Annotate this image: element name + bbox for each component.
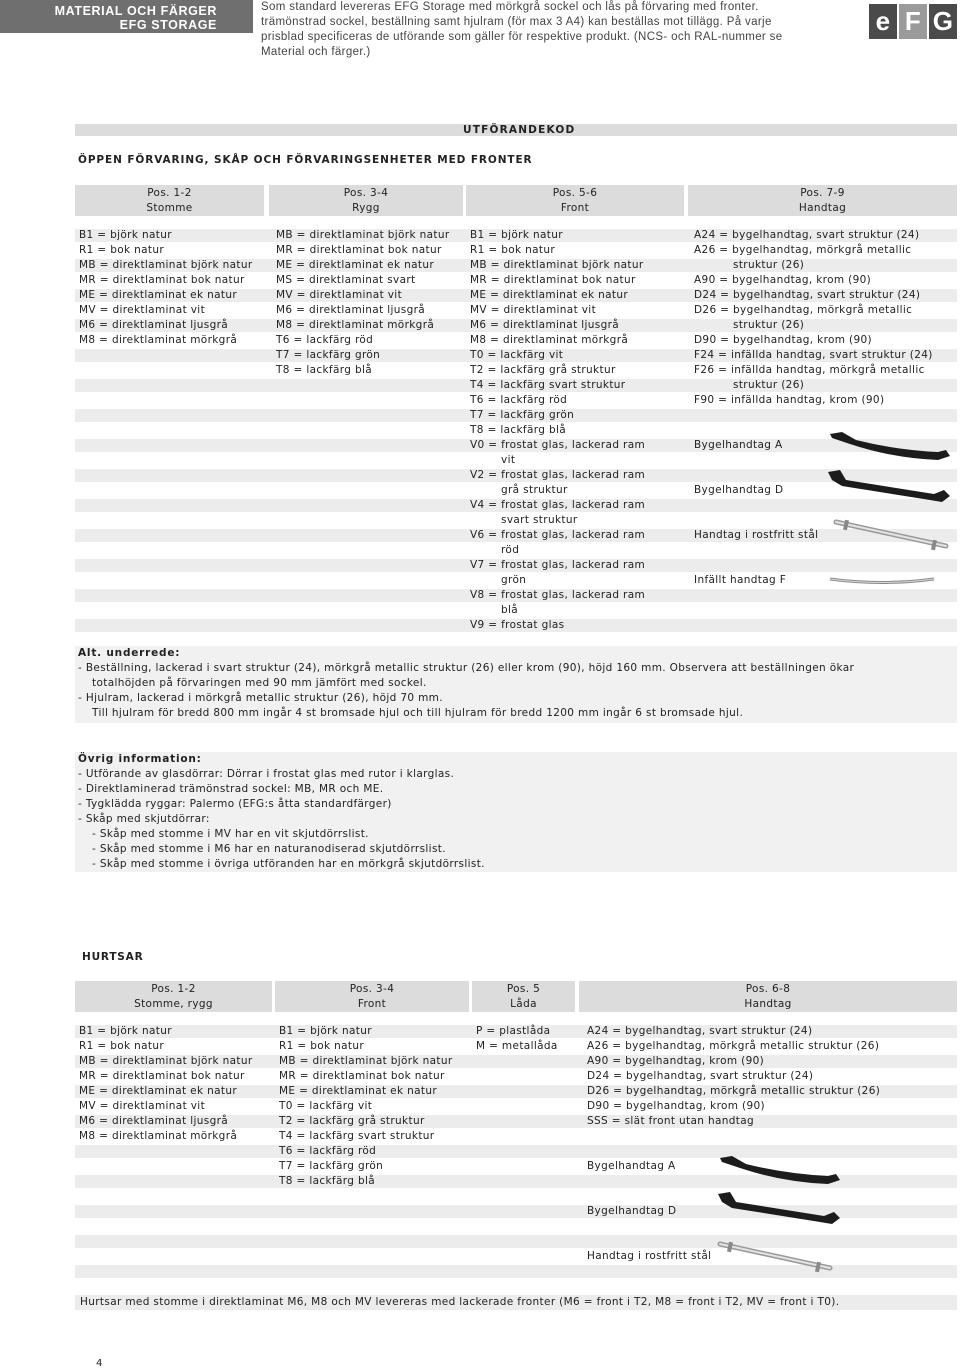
header-title-line1: MATERIAL OCH FÄRGER	[54, 4, 217, 18]
list-item-continuation: grön	[501, 574, 527, 586]
handle-label-bygel-d: Bygelhandtag D	[587, 1205, 677, 1217]
note-line: - Beställning, lackerad i svart struktur (24), mörkgrå metallic struktur (26) eller krom (90), höjd 160 mm. Observera att beställningen ökar	[78, 662, 855, 674]
handle-label-infallt-f: Infällt handtag F	[694, 574, 787, 586]
bygelhandtag-a-image	[716, 1152, 844, 1186]
list-item: A26 = bygelhandtag, mörkgrå metallic	[694, 244, 912, 256]
header-title-line2: EFG STORAGE	[119, 18, 217, 32]
list-item: D24 = bygelhandtag, svart struktur (24)	[694, 289, 921, 301]
list-item: MR = direktlaminat bok natur	[79, 274, 245, 286]
column-pos: Pos. 3-4	[349, 983, 395, 995]
column-name: Handtag	[798, 202, 847, 214]
list-item: MR = direktlaminat bok natur	[470, 274, 636, 286]
section-title-hurtsar: HURTSAR	[82, 951, 144, 963]
list-item: MV = direktlaminat vit	[276, 289, 403, 301]
list-item: M = metallåda	[476, 1040, 558, 1052]
column-name: Stomme, rygg	[134, 998, 213, 1010]
column-front	[470, 228, 645, 633]
list-item: MB = direktlaminat björk natur	[79, 259, 253, 271]
list-item-continuation: struktur (26)	[733, 379, 805, 391]
list-item: MR = direktlaminat bok natur	[276, 244, 442, 256]
list-item-continuation: struktur (26)	[733, 259, 805, 271]
intro-line: Material och färger.)	[261, 46, 371, 58]
handle-label-rostfritt: Handtag i rostfritt stål	[694, 529, 819, 541]
list-item: M8 = direktlaminat mörkgrå	[276, 319, 435, 331]
column-handtag	[587, 1024, 880, 1129]
column-pos: Pos. 5-6	[552, 187, 598, 199]
list-item: V0 = frostat glas, lackerad ram	[470, 439, 646, 451]
list-item: D90 = bygelhandtag, krom (90)	[587, 1100, 766, 1112]
header-title-box	[0, 0, 253, 33]
hurtsar-footnote: Hurtsar med stomme i direktlaminat M6, M8 och MV levereras med lackerade fronter (M6 = front i T2, M8 = front i T2, MV = front i T0).	[80, 1296, 840, 1308]
section-title-utforandekod: UTFÖRANDEKOD	[463, 124, 576, 136]
list-item: D26 = bygelhandtag, mörkgrå metallic	[694, 304, 913, 316]
column-header-rygg	[269, 185, 463, 216]
info-line: - Skåp med stomme i övriga utföranden har en mörkgrå skjutdörrslist.	[92, 858, 485, 870]
list-item: ME = direktlaminat ek natur	[79, 1085, 238, 1097]
section-subtitle: ÖPPEN FÖRVARING, SKÅP OCH FÖRVARINGSENHETER MED FRONTER	[78, 154, 533, 166]
column-header-front	[466, 185, 684, 216]
list-item: B1 = björk natur	[470, 229, 563, 241]
list-item: T8 = lackfärg blå	[470, 424, 567, 436]
list-item: ME = direktlaminat ek natur	[279, 1085, 438, 1097]
list-item: A24 = bygelhandtag, svart struktur (24)	[694, 229, 920, 241]
note-line: Till hjulram för bredd 800 mm ingår 4 st bromsade hjul och till hjulram för bredd 1200 mm ingår 6 st bromsade hjul.	[92, 707, 744, 719]
list-item: V8 = frostat glas, lackerad ram	[470, 589, 646, 601]
column-stomme	[79, 228, 253, 348]
intro-line: trämönstrad sockel, beställning samt hjulram (för max 3 A4) kan beställas mot tillägg. På varje	[261, 16, 772, 28]
rostfritt-handtag-image	[716, 1236, 840, 1276]
logo-letter-e: e	[869, 4, 897, 39]
list-item: M6 = direktlaminat ljusgrå	[79, 319, 229, 331]
list-item: M8 = direktlaminat mörkgrå	[79, 1130, 238, 1142]
alt-title-text: Alt. underrede:	[78, 647, 181, 659]
list-item: D90 = bygelhandtag, krom (90)	[694, 334, 873, 346]
list-item: ME = direktlaminat ek natur	[276, 259, 435, 271]
logo-letter-f: F	[899, 4, 927, 39]
list-item: MS = direktlaminat svart	[276, 274, 416, 286]
rostfritt-handtag-image	[832, 514, 956, 554]
list-item: F26 = infällda handtag, mörkgrå metallic	[694, 364, 925, 376]
list-item: A90 = bygelhandtag, krom (90)	[694, 274, 872, 286]
list-item-continuation: röd	[501, 544, 520, 556]
list-item: A90 = bygelhandtag, krom (90)	[587, 1055, 765, 1067]
column-header-front	[275, 981, 469, 1012]
list-item: M6 = direktlaminat ljusgrå	[276, 304, 426, 316]
list-item: F24 = infällda handtag, svart struktur (24)	[694, 349, 933, 361]
list-item: M8 = direktlaminat mörkgrå	[470, 334, 629, 346]
list-item: MV = direktlaminat vit	[470, 304, 597, 316]
info-title-text: Övrig information:	[78, 753, 202, 765]
list-item: M6 = direktlaminat ljusgrå	[79, 1115, 229, 1127]
list-item: MV = direktlaminat vit	[79, 304, 206, 316]
column-handtag	[694, 228, 933, 408]
list-item: A24 = bygelhandtag, svart struktur (24)	[587, 1025, 813, 1037]
handle-label-bygel-a: Bygelhandtag A	[587, 1160, 676, 1172]
list-item: MB = direktlaminat björk natur	[470, 259, 644, 271]
column-name: Front	[560, 202, 590, 214]
list-item: V4 = frostat glas, lackerad ram	[470, 499, 646, 511]
list-item-continuation: blå	[501, 604, 519, 616]
list-item: MB = direktlaminat björk natur	[279, 1055, 453, 1067]
list-item: T2 = lackfärg grå struktur	[470, 364, 616, 376]
list-item: T6 = lackfärg röd	[470, 394, 568, 406]
list-item: T7 = lackfärg grön	[470, 409, 575, 421]
info-line: - Skåp med skjutdörrar:	[78, 813, 210, 825]
list-item: T6 = lackfärg röd	[279, 1145, 377, 1157]
list-item: ME = direktlaminat ek natur	[470, 289, 629, 301]
handle-label-bygel-a: Bygelhandtag A	[694, 439, 783, 451]
list-item: T0 = lackfärg vit	[279, 1100, 373, 1112]
info-line: - Direktlaminerad trämönstrad sockel: MB, MR och ME.	[78, 783, 384, 795]
list-item: T0 = lackfärg vit	[470, 349, 564, 361]
column-name: Rygg	[352, 202, 380, 214]
list-item: B1 = björk natur	[279, 1025, 372, 1037]
column-pos: Pos. 7-9	[800, 187, 845, 199]
info-line: - Skåp med stomme i M6 har en naturanodiserad skjutdörrslist.	[92, 843, 446, 855]
column-header-handtag	[579, 981, 957, 1012]
info-line: - Utförande av glasdörrar: Dörrar i frostat glas med rutor i klarglas.	[78, 768, 455, 780]
list-item: T8 = lackfärg blå	[276, 364, 373, 376]
list-item: D24 = bygelhandtag, svart struktur (24)	[587, 1070, 814, 1082]
column-pos: Pos. 5	[506, 983, 541, 995]
column-pos: Pos. 3-4	[343, 187, 389, 199]
list-item: SSS = slät front utan handtag	[587, 1115, 755, 1127]
list-item: ME = direktlaminat ek natur	[79, 289, 238, 301]
list-item: V2 = frostat glas, lackerad ram	[470, 469, 646, 481]
column-name: Handtag	[744, 998, 792, 1010]
info-line: - Tygklädda ryggar: Palermo (EFG:s åtta standardfärger)	[78, 798, 392, 810]
list-item: B1 = björk natur	[79, 1025, 172, 1037]
info-section	[78, 752, 485, 872]
handle-label-bygel-d: Bygelhandtag D	[694, 484, 784, 496]
list-item: MR = direktlaminat bok natur	[79, 1070, 245, 1082]
list-item: B1 = björk natur	[79, 229, 172, 241]
note-line: - Hjulram, lackerad i mörkgrå metallic struktur (26), höjd 70 mm.	[78, 692, 443, 704]
bygelhandtag-d-image	[716, 1190, 844, 1226]
column-pos: Pos. 1-2	[151, 983, 196, 995]
column-header-stomme	[75, 185, 264, 216]
intro-line: prisblad specificeras de utförande som gäller för respektive produkt. (NCS- och RAL-nummer se	[261, 31, 783, 43]
column-rygg	[276, 228, 450, 378]
list-item: T7 = lackfärg grön	[276, 349, 381, 361]
intro-line: Som standard levereras EFG Storage med mörkgrå sockel och lås på förvaring med fronter.	[261, 1, 759, 13]
column-front	[279, 1024, 453, 1189]
list-item: T7 = lackfärg grön	[279, 1160, 384, 1172]
intro-text	[261, 0, 821, 60]
list-item: MR = direktlaminat bok natur	[279, 1070, 445, 1082]
list-item-continuation: grå struktur	[501, 484, 568, 496]
list-item: M8 = direktlaminat mörkgrå	[79, 334, 238, 346]
list-item: T6 = lackfärg röd	[276, 334, 374, 346]
list-item: MV = direktlaminat vit	[79, 1100, 206, 1112]
column-pos: Pos. 1-2	[147, 187, 192, 199]
list-item: P = plastlåda	[476, 1025, 551, 1037]
list-item: A26 = bygelhandtag, mörkgrå metallic struktur (26)	[587, 1040, 880, 1052]
list-item: V7 = frostat glas, lackerad ram	[470, 559, 646, 571]
list-item: V6 = frostat glas, lackerad ram	[470, 529, 646, 541]
alt-underrede-section	[78, 646, 854, 721]
handle-label-rostfritt: Handtag i rostfritt stål	[587, 1250, 712, 1262]
alt-underrede-title	[78, 646, 854, 661]
list-item: M6 = direktlaminat ljusgrå	[470, 319, 620, 331]
list-item: R1 = bok natur	[79, 1040, 165, 1052]
infallt-handtag-f-image	[826, 574, 938, 588]
list-item: T4 = lackfärg svart struktur	[279, 1130, 435, 1142]
list-item: V9 = frostat glas	[470, 619, 565, 631]
efg-logo	[869, 4, 957, 39]
column-header-handtag	[688, 185, 957, 216]
list-item: MB = direktlaminat björk natur	[276, 229, 450, 241]
list-item: R1 = bok natur	[79, 244, 165, 256]
list-item: F90 = infällda handtag, krom (90)	[694, 394, 885, 406]
info-line: - Skåp med stomme i MV har en vit skjutdörrslist.	[92, 828, 369, 840]
logo-letter-g: G	[929, 4, 957, 39]
list-item: T8 = lackfärg blå	[279, 1175, 376, 1187]
list-item-continuation: struktur (26)	[733, 319, 805, 331]
column-lada	[476, 1024, 558, 1054]
column-name: Låda	[510, 998, 537, 1010]
column-pos: Pos. 6-8	[745, 983, 791, 995]
bygelhandtag-d-image	[826, 468, 954, 504]
list-item: R1 = bok natur	[470, 244, 556, 256]
list-item: T4 = lackfärg svart struktur	[470, 379, 626, 391]
list-item: R1 = bok natur	[279, 1040, 365, 1052]
info-title	[78, 752, 485, 767]
column-stomme-rygg	[79, 1024, 253, 1144]
list-item: D26 = bygelhandtag, mörkgrå metallic struktur (26)	[587, 1085, 881, 1097]
column-header-lada	[472, 981, 575, 1012]
page-number: 4	[96, 1358, 103, 1369]
column-name: Stomme	[146, 202, 193, 214]
list-item: MB = direktlaminat björk natur	[79, 1055, 253, 1067]
bygelhandtag-a-image	[826, 428, 954, 462]
list-item-continuation: vit	[501, 454, 516, 466]
note-line: totalhöjden på förvaringen med 90 mm jämfört med sockel.	[92, 677, 427, 689]
column-header-stomme-rygg	[75, 981, 272, 1012]
list-item: T2 = lackfärg grå struktur	[279, 1115, 425, 1127]
column-name: Front	[357, 998, 387, 1010]
list-item-continuation: svart struktur	[501, 514, 578, 526]
